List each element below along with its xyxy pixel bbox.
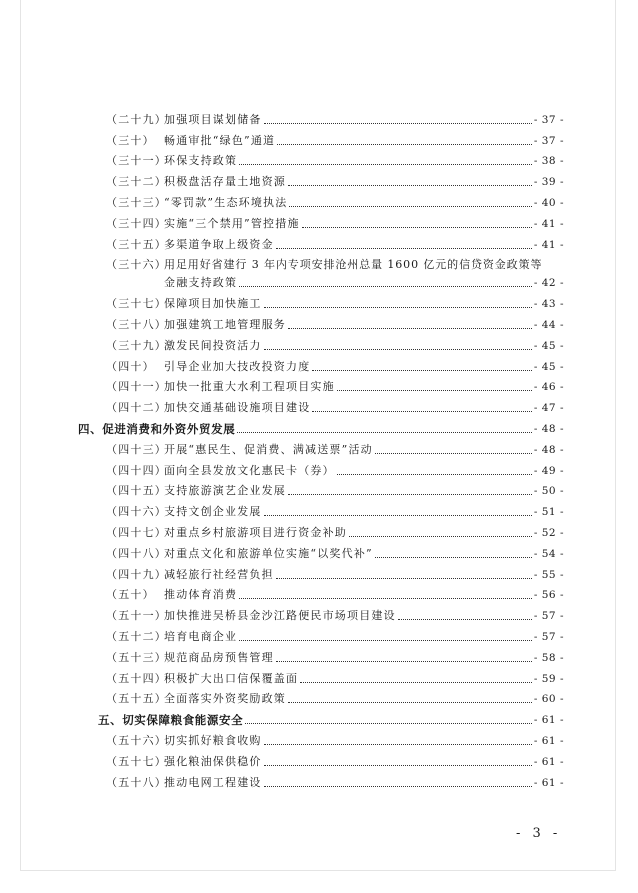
toc-entry-page: - 45 - <box>533 360 564 373</box>
leader-dots <box>288 328 532 329</box>
toc-entry[interactable] <box>78 106 564 127</box>
toc-entry-number: （三十九） <box>106 338 167 352</box>
toc-entry-page: - 47 - <box>533 402 564 415</box>
leader-dots <box>239 598 532 599</box>
toc-entry-number: （五十二） <box>106 629 167 643</box>
toc-entry-title-line1: 用足用好省建行 3 年内专项安排沧州总量 1600 亿元的信贷资金政策等 <box>164 258 543 272</box>
toc-entry[interactable] <box>78 644 564 665</box>
toc-entry-title: 减轻旅行社经营负担 <box>164 567 274 581</box>
toc-entry-page: - 37 - <box>533 113 564 126</box>
toc-entry-wrapped-continuation[interactable] <box>78 272 564 290</box>
toc-entry-number: （三十六） <box>106 258 167 272</box>
toc-entry-page: - 50 - <box>533 485 564 498</box>
toc-entry-number: （五十六） <box>106 733 167 747</box>
toc-entry-number: （四十四） <box>106 463 167 477</box>
leader-dots <box>349 536 532 537</box>
toc-entry-title: 面向全县发放文化惠民卡（券） <box>164 463 335 477</box>
toc-entry[interactable] <box>78 457 564 478</box>
toc-entry[interactable] <box>78 353 564 374</box>
toc-entry-number: （三十一） <box>106 154 167 168</box>
toc-entry-number: （四十六） <box>106 505 167 519</box>
toc-entry-page: - 54 - <box>533 547 564 560</box>
toc-entry-page: - 61 - <box>533 755 564 768</box>
leader-dots <box>312 411 531 412</box>
toc-entry-title: 畅通审批“绿色”通道 <box>164 133 276 147</box>
leader-dots <box>288 185 532 186</box>
toc-section-page: - 48 - <box>533 422 564 435</box>
toc-entry-page: - 55 - <box>533 568 564 581</box>
leader-dots <box>239 640 532 641</box>
toc-entry-page: - 59 - <box>533 672 564 685</box>
toc-entry[interactable] <box>78 498 564 519</box>
toc-entry-page: - 37 - <box>533 134 564 147</box>
leader-dots <box>276 248 532 249</box>
toc-entry-number: （三十五） <box>106 237 167 251</box>
toc-entry-page: - 44 - <box>533 318 564 331</box>
toc-entry-number: （五十三） <box>106 650 167 664</box>
toc-entry-number: （五十一） <box>106 609 167 623</box>
leader-dots <box>264 786 532 787</box>
toc-section-title: 四、促进消费和外资外贸发展 <box>78 421 236 436</box>
toc-entry-number: （四十一） <box>106 380 167 394</box>
toc-entry[interactable] <box>78 290 564 311</box>
leader-dots <box>237 432 532 433</box>
toc-entry-page: - 58 - <box>533 651 564 664</box>
leader-dots <box>277 144 532 145</box>
toc-entry-number: （三十） <box>106 133 155 147</box>
leader-dots <box>264 515 532 516</box>
toc-entry-title: 推动体育消费 <box>164 588 238 602</box>
toc-entry[interactable] <box>78 623 564 644</box>
toc-entry[interactable] <box>78 665 564 686</box>
toc-entry-page: - 38 - <box>533 155 564 168</box>
toc-entry[interactable] <box>78 148 564 169</box>
toc-entry-page: - 61 - <box>533 776 564 789</box>
toc-entry-number: （五十五） <box>106 692 167 706</box>
leader-dots <box>312 370 531 371</box>
toc-entry-title: 加强项目谋划储备 <box>164 112 262 126</box>
toc-entry-title: 推动电网工程建设 <box>164 775 262 789</box>
toc-entry-wrapped[interactable] <box>78 252 564 273</box>
toc-entry-page: - 60 - <box>533 693 564 706</box>
toc-entry-page: - 61 - <box>533 734 564 747</box>
toc-entry-number: （四十五） <box>106 484 167 498</box>
toc-entry-page: - 39 - <box>533 176 564 189</box>
leader-dots <box>239 164 532 165</box>
toc-entry-title: 支持文创企业发展 <box>164 505 262 519</box>
toc-entry-page: - 46 - <box>533 381 564 394</box>
toc-entry-title: 多渠道争取上级资金 <box>164 237 274 251</box>
leader-dots <box>337 474 532 475</box>
leader-dots <box>264 349 532 350</box>
toc-entry-number: （四十八） <box>106 546 167 560</box>
toc-entry-page: - 57 - <box>533 630 564 643</box>
toc-entry[interactable] <box>78 582 564 603</box>
toc-entry-title: 加强建筑工地管理服务 <box>164 317 286 331</box>
toc-entry-page: - 45 - <box>533 339 564 352</box>
toc-entry-title: 对重点文化和旅游单位实施“以奖代补” <box>164 546 373 560</box>
toc-entry-title: 实施“三个禁用”管控措施 <box>164 216 300 230</box>
toc-entry-page: - 51 - <box>533 506 564 519</box>
toc-entry[interactable] <box>78 394 564 415</box>
toc-entry[interactable] <box>78 210 564 231</box>
toc-entry-title: 对重点乡村旅游项目进行资金补助 <box>164 525 347 539</box>
toc-entry-title: 培育电商企业 <box>164 629 238 643</box>
leader-dots <box>288 494 532 495</box>
leader-dots <box>289 206 531 207</box>
toc-entry-number: （五十七） <box>106 754 167 768</box>
toc-entry[interactable] <box>78 168 564 189</box>
toc-entry-number: （三十三） <box>106 195 167 209</box>
toc-entry-number: （五十四） <box>106 671 167 685</box>
toc-entry-number: （三十八） <box>106 317 167 331</box>
toc-entry-page: - 56 - <box>533 589 564 602</box>
leader-dots <box>300 682 532 683</box>
toc-entry-number: （三十二） <box>106 175 167 189</box>
leader-dots <box>398 619 532 620</box>
toc-entry-number: （五十） <box>106 588 155 602</box>
toc-entry-page: - 42 - <box>533 277 564 290</box>
leader-dots <box>245 723 532 724</box>
toc-entry[interactable] <box>78 561 564 582</box>
toc-entry[interactable] <box>78 374 564 395</box>
toc-entry-page: - 41 - <box>533 217 564 230</box>
toc-entry-number: （四十二） <box>106 401 167 415</box>
leader-dots <box>276 661 532 662</box>
toc-entry-title-line2: 金融支持政策 <box>164 276 238 290</box>
toc-entry-page: - 40 - <box>533 196 564 209</box>
toc-entry[interactable] <box>78 478 564 499</box>
toc-entry-title: 强化粮油保供稳价 <box>164 754 262 768</box>
toc-entry-page: - 41 - <box>533 238 564 251</box>
toc-entry[interactable] <box>78 748 564 769</box>
toc-entry-page: - 48 - <box>533 443 564 456</box>
leader-dots <box>239 286 532 287</box>
toc-entry-page: - 52 - <box>533 526 564 539</box>
leader-dots <box>264 744 532 745</box>
leader-dots <box>276 578 532 579</box>
toc-entry-title: 保障项目加快施工 <box>164 297 262 311</box>
toc-entry-title: 加快交通基础设施项目建设 <box>164 401 311 415</box>
toc-entry-title: 激发民间投资活力 <box>164 338 262 352</box>
toc-entry-page: - 49 - <box>533 464 564 477</box>
toc-entry-page: - 57 - <box>533 610 564 623</box>
leader-dots <box>302 227 532 228</box>
toc-section-heading[interactable] <box>78 415 564 436</box>
toc-entry-number: （四十九） <box>106 567 167 581</box>
toc-entry-number: （五十八） <box>106 775 167 789</box>
toc-entry[interactable] <box>78 727 564 748</box>
toc-entry-title: 环保支持政策 <box>164 154 238 168</box>
toc-entry-title: 全面落实外资奖励政策 <box>164 692 286 706</box>
leader-dots <box>375 557 532 558</box>
leader-dots <box>264 123 532 124</box>
toc-entry-title: 开展“惠民生、促消费、满减送票”活动 <box>164 442 373 456</box>
toc-section-title: 五、切实保障粮食能源安全 <box>98 713 244 728</box>
toc-entry-title: 加快推进吴桥县金沙江路便民市场项目建设 <box>164 609 396 623</box>
table-of-contents <box>78 106 564 790</box>
leader-dots <box>264 765 532 766</box>
toc-entry[interactable] <box>78 231 564 252</box>
toc-entry-title: 规范商品房预售管理 <box>164 650 274 664</box>
toc-entry[interactable] <box>78 686 564 707</box>
toc-entry-page: - 43 - <box>533 298 564 311</box>
toc-entry-number: （四十三） <box>106 442 167 456</box>
toc-entry-title: 支持旅游演艺企业发展 <box>164 484 286 498</box>
toc-entry-number: （三十四） <box>106 216 167 230</box>
leader-dots <box>375 453 532 454</box>
toc-entry-number: （二十九） <box>106 112 167 126</box>
toc-entry-title: 加快一批重大水利工程项目实施 <box>164 380 335 394</box>
toc-entry-title: 积极盘活存量土地资源 <box>164 175 286 189</box>
toc-entry[interactable] <box>78 540 564 561</box>
leader-dots <box>264 307 532 308</box>
leader-dots <box>288 702 532 703</box>
toc-section-page: - 61 - <box>533 714 564 727</box>
toc-entry[interactable] <box>78 189 564 210</box>
toc-entry[interactable] <box>78 436 564 457</box>
toc-entry-title: “零罚款”生态环境执法 <box>164 195 288 209</box>
toc-entry-title: 引导企业加大技改投资力度 <box>164 359 311 373</box>
toc-entry[interactable] <box>78 519 564 540</box>
leader-dots <box>337 390 532 391</box>
toc-entry-number: （四十七） <box>106 525 167 539</box>
toc-entry-title: 积极扩大出口信保覆盖面 <box>164 671 299 685</box>
toc-entry[interactable] <box>78 127 564 148</box>
toc-entry[interactable] <box>78 311 564 332</box>
toc-section-heading[interactable] <box>78 706 564 727</box>
toc-entry-title: 切实抓好粮食收购 <box>164 733 262 747</box>
toc-entry[interactable] <box>78 332 564 353</box>
page-number: - 3 - <box>516 826 562 841</box>
toc-entry-number: （三十七） <box>106 297 167 311</box>
toc-entry[interactable] <box>78 602 564 623</box>
toc-entry[interactable] <box>78 769 564 790</box>
toc-entry-number: （四十） <box>106 359 155 373</box>
